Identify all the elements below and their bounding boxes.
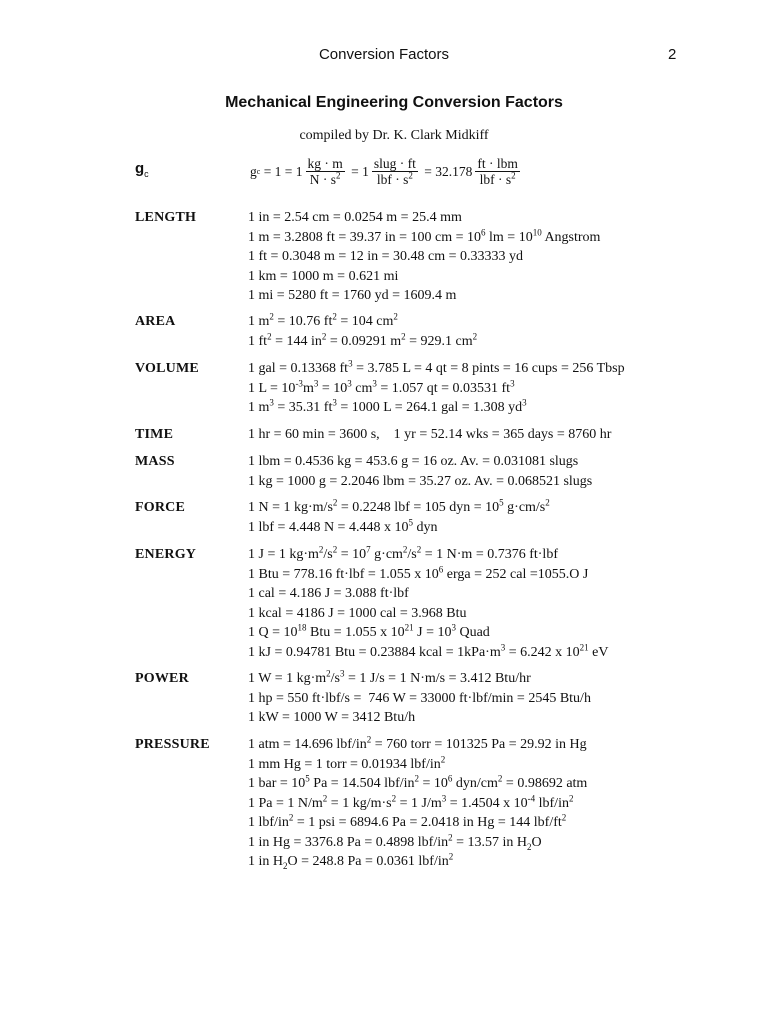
- conversion-line: [248, 831, 542, 852]
- conversion-line: [248, 288, 456, 304]
- exponent: 2: [322, 792, 328, 803]
- line-text: 1 mi = 5280 ft = 1760 yd = 1609.4 m: [248, 288, 457, 303]
- line-text: 1 m = 3.2808 ft = 39.37 in = 100 cm = 10: [248, 229, 482, 245]
- conversion-line: [248, 734, 587, 753]
- exponent: 3: [340, 668, 345, 679]
- line-text: 1 kg = 1000 g = 2.2046 lbm = 35.27 oz. Av. = 0.068521 slugs: [248, 473, 593, 489]
- line-text: /s: [323, 547, 333, 562]
- conversion-line: [248, 544, 558, 563]
- line-text: = 104 cm: [336, 314, 394, 329]
- exponent: 3: [332, 397, 337, 408]
- conversion-line: [248, 773, 588, 792]
- section-label-power: POWER: [135, 671, 189, 686]
- section-label-pressure: PRESSURE: [135, 737, 210, 752]
- exponent: 3: [510, 377, 515, 388]
- line-text: 1 kJ = 0.94781 Btu = 0.23884 kcal = 1kPa·m: [248, 644, 501, 660]
- exponent: 2: [393, 311, 398, 322]
- gc-fraction-2-den-exp: 2: [408, 170, 413, 181]
- gc-label: [135, 160, 149, 177]
- conversion-line: [248, 377, 515, 397]
- line-text: 1 m: [248, 400, 270, 415]
- line-text: 1 kcal = 4186 J = 1000 cal = 3.968 Btu: [248, 605, 467, 621]
- exponent: 2: [391, 792, 397, 803]
- conversion-line: [248, 474, 592, 490]
- conversion-line: [248, 210, 462, 226]
- exponent: 3: [347, 377, 352, 388]
- conversion-line: [248, 249, 523, 265]
- line-text: 1 W = 1 kg·m: [248, 671, 327, 686]
- gc-fraction-3-denominator: [478, 172, 518, 187]
- exponent: 5: [305, 773, 310, 784]
- gc-fraction-3-numerator: ft · lbm: [477, 156, 518, 171]
- line-text: 1 hp = 550 ft·lbf/s = 746 W = 33000 ft·lbf/min = 2545 Btu/h: [248, 690, 591, 706]
- exponent: 2: [267, 330, 272, 341]
- line-text: = 1000 L = 264.1 gal = 1.308 yd: [336, 400, 523, 415]
- conversion-line: [248, 622, 490, 641]
- line-text: 1 in H: [248, 854, 283, 869]
- line-text: = 1 J/m: [396, 795, 442, 811]
- gc-fraction-2-denominator: [375, 172, 415, 187]
- line-text: = 0.09291 m: [326, 333, 402, 349]
- exponent: 6: [438, 563, 444, 574]
- gc-fraction-1: [306, 156, 345, 187]
- exponent: 2: [366, 734, 372, 745]
- line-text: dyn/cm: [452, 776, 498, 791]
- line-text: = 35.31 ft: [273, 400, 333, 415]
- document-title: Mechanical Engineering Conversion Factors: [225, 94, 563, 111]
- exponent: 10: [532, 226, 542, 237]
- line-text: 1 in Hg = 3376.8 Pa = 0.4898 lbf/in: [248, 834, 449, 850]
- gc-fraction-1-den-exp: 2: [336, 170, 341, 181]
- exponent: 2: [568, 792, 574, 803]
- exponent: -4: [527, 792, 536, 803]
- conversion-line: [248, 812, 567, 831]
- conversion-line: [248, 226, 601, 246]
- section-label-energy: ENERGY: [135, 547, 197, 562]
- line-text: erga = 252 cal =1055.O J: [443, 566, 589, 582]
- subscript: 2: [283, 860, 288, 871]
- conversion-line: [248, 269, 398, 285]
- exponent: 2: [269, 311, 274, 322]
- line-text: = 6.242 x 10: [505, 644, 580, 660]
- exponent: 2: [472, 330, 478, 341]
- line-text: 1 mm Hg = 1 torr = 0.01934 lbf/in: [248, 756, 441, 772]
- line-text: Angstrom: [541, 229, 601, 245]
- conversion-line: [248, 563, 589, 583]
- line-text: = 10: [318, 380, 348, 396]
- line-text: = 1 N·m = 0.7376 ft·lbf: [421, 547, 558, 562]
- exponent: 3: [441, 792, 447, 803]
- exponent: 3: [451, 622, 456, 633]
- exponent: 6: [481, 226, 486, 237]
- gc-fraction-1-den-text: N · s: [309, 172, 337, 187]
- line-text: 1 hr = 60 min = 3600 s, 1 yr = 52.14 wks = 365 days = 8760 hr: [248, 427, 612, 442]
- exponent: 2: [288, 812, 294, 823]
- exponent: 18: [297, 622, 307, 633]
- line-text: 1 gal = 0.13368 ft: [248, 361, 349, 376]
- line-text: = 1 J/s = 1 N·m/s = 3.412 Btu/hr: [344, 671, 531, 686]
- line-text: = 1 kg/m·s: [327, 795, 392, 811]
- conversion-line: [248, 792, 574, 812]
- exponent: 3: [269, 397, 274, 408]
- line-text: Btu = 1.055 x 10: [306, 625, 405, 640]
- line-text: = 0.98692 atm: [502, 776, 588, 791]
- exponent: 5: [499, 497, 504, 508]
- section-label-length: LENGTH: [135, 210, 197, 225]
- gc-fraction-3: [475, 156, 520, 187]
- exponent: 2: [561, 812, 567, 823]
- gc-fraction-3-den-text: lbf · s: [479, 172, 512, 187]
- line-text: g·cm: [370, 547, 403, 562]
- line-text: = 10: [337, 547, 367, 562]
- gc-eq-start: = 1 = 1: [260, 163, 303, 179]
- line-text: 1 Btu = 778.16 ft·lbf = 1.055 x 10: [248, 566, 439, 582]
- line-text: 1 Q = 10: [248, 625, 298, 640]
- line-text: = 10.76 ft: [273, 314, 333, 329]
- line-text: lbf/in: [535, 795, 569, 811]
- exponent: 2: [332, 544, 338, 555]
- exponent: 3: [313, 377, 319, 388]
- gc-label-subscript: c: [144, 169, 149, 179]
- conversion-line: [248, 330, 478, 350]
- exponent: 7: [366, 544, 371, 555]
- line-text: = 13.57 in H: [452, 834, 528, 850]
- gc-label-text: g: [135, 160, 145, 177]
- line-text: 1 lbf = 4.448 N = 4.448 x 10: [248, 519, 409, 535]
- line-text: 1 atm = 14.696 lbf/in: [248, 737, 367, 752]
- gc-fraction-1-denominator: [308, 172, 343, 187]
- line-text: 1 km = 1000 m = 0.621 mi: [248, 268, 399, 284]
- line-text: 1 ft: [248, 333, 268, 349]
- conversion-line: [248, 586, 409, 602]
- exponent: 2: [332, 311, 337, 322]
- conversion-line: [248, 454, 578, 470]
- line-text: /s: [407, 547, 417, 562]
- page-number: 2: [668, 46, 677, 63]
- gc-fraction-2-numerator: slug · ft: [373, 156, 416, 171]
- exponent: -3: [295, 377, 303, 388]
- line-text: m: [302, 380, 314, 396]
- exponent: 3: [372, 377, 377, 388]
- line-text: 1 cal = 4.186 J = 3.088 ft·lbf: [248, 586, 409, 601]
- exponent: 2: [448, 851, 454, 862]
- exponent: 5: [408, 516, 413, 527]
- conversion-line: [248, 641, 609, 661]
- section-label-mass: MASS: [135, 454, 175, 469]
- conversion-line: [248, 691, 591, 707]
- gc-fraction-2-den-text: lbf · s: [376, 172, 409, 187]
- line-text: 1 lbf/in: [248, 815, 289, 830]
- conversion-line: [248, 497, 550, 516]
- gc-eq-mid-2: = 32.178: [420, 163, 473, 179]
- exponent: 2: [402, 544, 408, 555]
- exponent: 2: [321, 330, 327, 341]
- line-text: 1 m: [248, 314, 270, 329]
- gc-eq-mid-1: = 1: [347, 163, 369, 179]
- running-header-title: Conversion Factors: [318, 46, 450, 63]
- line-text: O = 248.8 Pa = 0.0361 lbf/in: [287, 854, 449, 869]
- line-text: = 929.1 cm: [405, 333, 473, 349]
- exponent: 21: [579, 641, 589, 652]
- section-label-area: AREA: [135, 314, 176, 329]
- line-text: = 760 torr = 101325 Pa = 29.92 in Hg: [371, 737, 587, 752]
- line-text: cm: [351, 380, 373, 396]
- document-subtitle: compiled by Dr. K. Clark Midkiff: [299, 128, 489, 143]
- section-label-force: FORCE: [135, 500, 185, 515]
- line-text: = 10: [419, 776, 448, 791]
- line-text: = 1.4504 x 10: [446, 795, 528, 811]
- line-text: O: [531, 834, 542, 850]
- line-text: 1 L = 10: [248, 380, 296, 396]
- subscript: 2: [527, 841, 532, 852]
- gc-eq-symbol: g: [250, 163, 257, 179]
- line-text: 1 ft = 0.3048 m = 12 in = 30.48 cm = 0.33333 yd: [248, 249, 524, 264]
- gc-equation: g c = 1 = 1 $\frac{kg \cdot m}{N \cdot s^2}$ = 1 $\frac{\text{slug · ft}}{lbf \cdot s^2}$ = 32.178 $\frac{\text{ft · lbm}}{lbf \cdot s^2}$: [250, 156, 518, 187]
- conversion-line: [248, 710, 415, 726]
- line-text: lm = 10: [485, 229, 533, 245]
- exponent: 3: [348, 358, 353, 369]
- exponent: 2: [414, 773, 420, 784]
- conversion-line: [248, 397, 527, 416]
- conversion-line: [248, 668, 531, 687]
- line-text: 1 N = 1 kg·m/s: [248, 500, 333, 515]
- gc-fraction-1-numerator: kg · m: [307, 156, 343, 171]
- exponent: 6: [447, 773, 453, 784]
- conversion-line: [248, 427, 611, 443]
- line-text: 1 Pa = 1 N/m: [248, 795, 323, 811]
- line-text: 1 bar = 10: [248, 776, 306, 791]
- conversion-line: [248, 311, 398, 330]
- line-text: Quad: [455, 625, 490, 640]
- conversion-line: [248, 606, 467, 622]
- conversion-line: [248, 516, 438, 536]
- line-text: J = 10: [413, 625, 452, 640]
- exponent: 2: [401, 330, 406, 341]
- section-label-time: TIME: [135, 427, 174, 442]
- line-text: = 144 in: [271, 333, 322, 349]
- exponent: 21: [404, 622, 414, 633]
- line-text: 1 in = 2.54 cm = 0.0254 m = 25.4 mm: [248, 210, 462, 225]
- line-text: = 0.2248 lbf = 105 dyn = 10: [337, 500, 500, 515]
- line-text: 1 J = 1 kg·m: [248, 547, 319, 562]
- exponent: 2: [326, 668, 331, 679]
- exponent: 2: [416, 544, 422, 555]
- exponent: 3: [522, 397, 527, 408]
- line-text: 1 kW = 1000 W = 3412 Btu/h: [248, 710, 416, 725]
- line-text: g·cm/s: [503, 500, 546, 515]
- exponent: 2: [448, 831, 453, 842]
- exponent: 3: [500, 641, 506, 652]
- line-text: = 3.785 L = 4 qt = 8 pints = 16 cups = 256 Tbsp: [352, 361, 625, 376]
- line-text: /s: [330, 671, 340, 686]
- gc-fraction-3-den-exp: 2: [511, 170, 516, 181]
- exponent: 2: [497, 773, 503, 784]
- exponent: 2: [318, 544, 324, 555]
- exponent: 2: [332, 497, 338, 508]
- line-text: 1 lbm = 0.4536 kg = 453.6 g = 16 oz. Av. = 0.031081 slugs: [248, 454, 579, 469]
- conversion-line: [248, 851, 454, 871]
- line-text: dyn: [412, 519, 438, 535]
- conversion-line: [248, 753, 446, 773]
- section-label-volume: VOLUME: [135, 361, 199, 376]
- conversion-line: [248, 358, 625, 377]
- exponent: 2: [545, 497, 550, 508]
- line-text: Pa = 14.504 lbf/in: [309, 776, 415, 791]
- line-text: eV: [588, 644, 609, 660]
- line-text: = 1.057 qt = 0.03531 ft: [376, 380, 511, 396]
- exponent: 2: [440, 753, 446, 764]
- line-text: = 1 psi = 6894.6 Pa = 2.0418 in Hg = 144 lbf/ft: [293, 815, 562, 830]
- gc-fraction-2: [372, 156, 418, 187]
